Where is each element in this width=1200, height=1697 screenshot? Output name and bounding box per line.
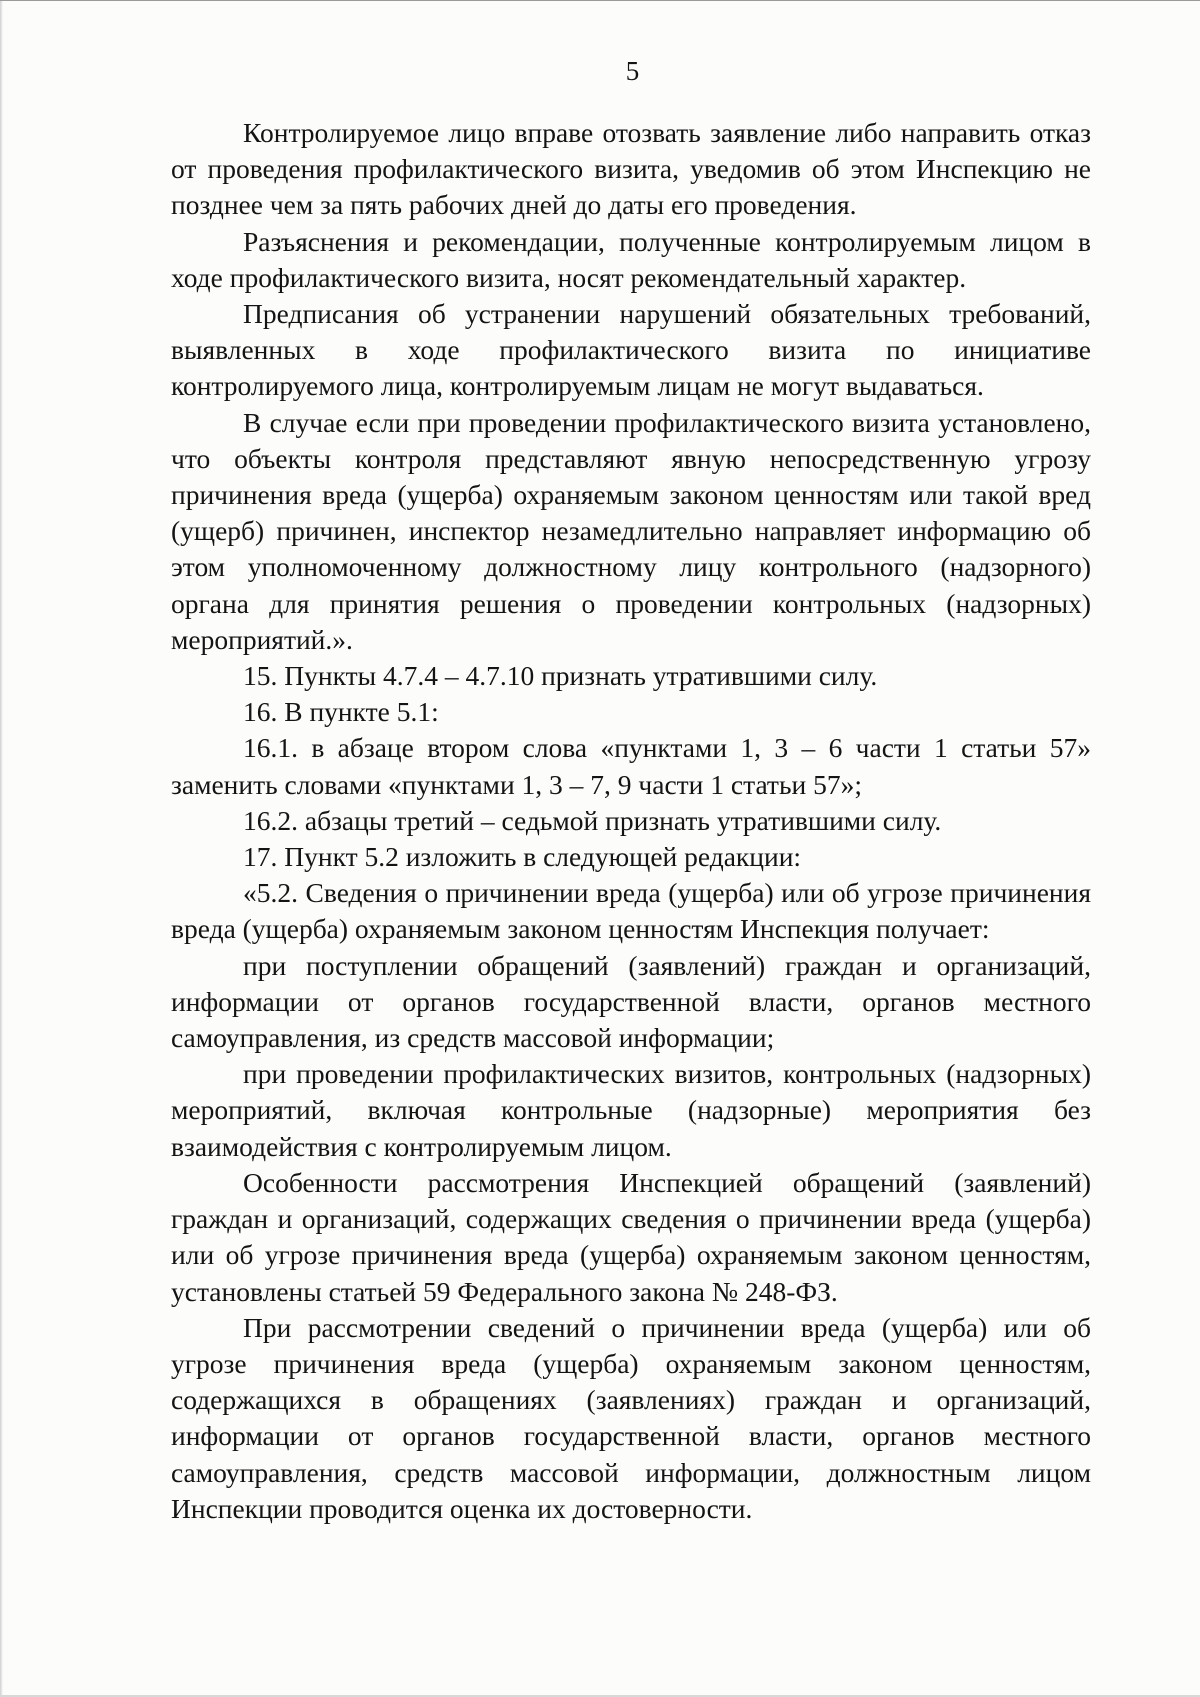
document-body <box>171 115 1091 1527</box>
paragraph-reliability-assessment: При рассмотрении сведений о причинении вреда (ущерба) или об угрозе причинения вреда (ущерба) охраняемым законом ценностям, содержащихся в обращениях (заявлениях) граждан и организаций, информации от органов государственной власти, органов местного самоуправления, средств массовой информации, должностным лицом Инспекции проводится оценка их достоверности. <box>171 1311 1091 1524</box>
page-number: 5 <box>625 56 640 86</box>
paragraph-article-59: Особенности рассмотрения Инспекцией обращений (заявлений) граждан и организаций, содержащих сведения о причинении вреда (ущерба) или об угрозе причинения вреда (ущерба) охраняемым законом ценностям, установлены статьей 59 Федерального закона № 248-ФЗ. <box>171 1166 1091 1307</box>
paragraph-item-17: 17. Пункт 5.2 изложить в следующей редакции: <box>243 841 802 873</box>
paragraph-item-16-2: 16.2. абзацы третий – седьмой признать утратившими силу. <box>243 804 942 836</box>
paragraph-item-15: 15. Пункты 4.7.4 – 4.7.10 признать утратившими силу. <box>243 660 878 692</box>
paragraph-direct-threat: В случае если при проведении профилактического визита установлено, что объекты контроля представляют явную непосредственную угрозу причинения вреда (ущерба) охраняемым законом ценностям или такой вред (ущерб) причинен, инспектор незамедлительно направляет информацию об этом уполномоченному должностному лицу контрольного (надзорного) органа для принятия решения о проведении контрольных (надзорных) мероприятий.». <box>171 406 1091 655</box>
scan-edge-left <box>0 1 3 1697</box>
paragraph-explanations: Разъяснения и рекомендации, полученные контролируемым лицом в ходе профилактического визита, носят рекомендательный характер. <box>171 225 1091 293</box>
paragraph-item-16: 16. В пункте 5.1: <box>243 696 439 728</box>
paragraph-source-appeals: при поступлении обращений (заявлений) граждан и организаций, информации от органов государственной власти, органов местного самоуправления, из средств массовой информации; <box>171 949 1091 1054</box>
paragraph-item-16-1: 16.1. в абзаце втором слова «пунктами 1, 3 – 6 части 1 статьи 57» заменить словами «пунктами 1, 3 – 7, 9 части 1 статьи 57»; <box>171 732 1091 800</box>
paragraph-source-visits: при проведении профилактических визитов, контрольных (надзорных) мероприятий, включая контрольные (надзорные) мероприятия без взаимодействия с контролируемым лицом. <box>171 1058 1091 1162</box>
paragraph-revoke-application: Контролируемое лицо вправе отозвать заявление либо направить отказ от проведения профилактического визита, уведомив об этом Инспекцию не позднее чем за пять рабочих дней до даты его проведения. <box>171 117 1091 221</box>
paragraph-prescriptions: Предписания об устранении нарушений обязательных требований, выявленных в ходе профилактического визита по инициативе контролируемого лица, контролируемым лицам не могут выдаваться. <box>171 298 1091 402</box>
paragraph-item-5-2: «5.2. Сведения о причинении вреда (ущерба) или об угрозе причинения вреда (ущерба) охраняемым законом ценностям Инспекция получает: <box>171 877 1091 945</box>
